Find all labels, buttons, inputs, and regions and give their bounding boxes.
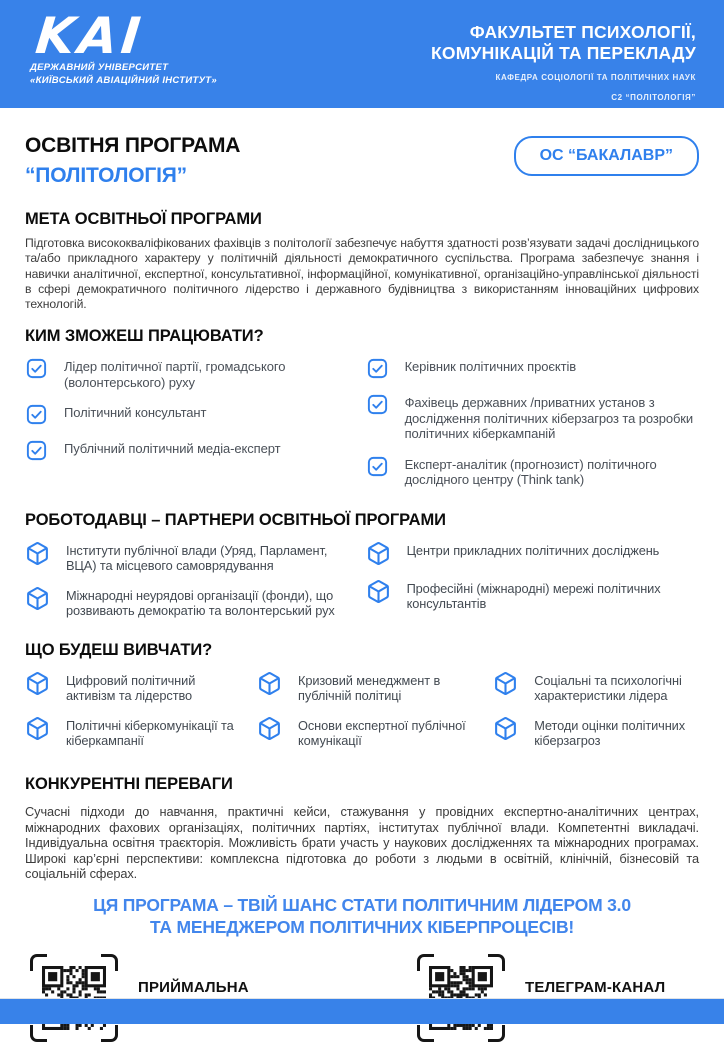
- study-item-label: Цифровий політичний активізм та лідерство: [66, 672, 196, 703]
- work-item: [366, 455, 699, 488]
- qr-label-line1: ПРИЙМАЛЬНА: [138, 978, 249, 996]
- work-col1: [25, 357, 340, 475]
- section-meta-heading: МЕТА ОСВІТНЬОЇ ПРОГРАМИ: [25, 210, 262, 228]
- study-item: [25, 671, 235, 703]
- header: [0, 0, 724, 108]
- study-item-label: Політичні кіберкомунікації та кіберкампанії: [66, 717, 234, 748]
- work-col2: [366, 357, 699, 501]
- work-item-label: Експерт-аналітик (прогнозист) політичного дослідного центру (Think tank): [404, 456, 657, 488]
- employer-item: [366, 541, 699, 566]
- title-row: [25, 134, 699, 188]
- section-employers-heading: РОБОТОДАВЦІ – ПАРТНЕРИ ОСВІТНЬОЇ ПРОГРАМИ: [25, 510, 446, 529]
- qr-corner-bracket: [30, 954, 47, 971]
- work-item-label: Лідер політичної партії, громадського (волонтерського) руху: [64, 359, 286, 390]
- qr-corner-bracket: [30, 1025, 47, 1042]
- work-item: [25, 439, 340, 462]
- checkbox-icon: [25, 357, 48, 380]
- content: [0, 134, 724, 1042]
- employer-item: [366, 579, 699, 611]
- cube-icon: [366, 579, 391, 604]
- study-item: [257, 671, 471, 703]
- employer-item: [25, 586, 340, 618]
- employers-col1: [25, 541, 340, 631]
- cta-banner: [25, 894, 699, 938]
- cube-icon: [366, 541, 391, 566]
- study-item-label: Основи експертної публічної комунікації: [298, 717, 466, 748]
- kai-logo: [30, 7, 217, 87]
- study-item: [257, 716, 471, 748]
- checkbox-icon: [366, 393, 389, 416]
- cube-icon: [257, 716, 282, 741]
- work-item: [366, 393, 699, 442]
- degree-badge: ОС “БАКАЛАВР”: [514, 136, 699, 176]
- employers-list: [25, 541, 699, 631]
- program-name: “ПОЛІТОЛОГІЯ”: [25, 164, 187, 187]
- study-col3: [493, 671, 699, 761]
- section-work-heading: КИМ ЗМОЖЕШ ПРАЦЮВАТИ?: [25, 327, 264, 346]
- work-list: [25, 357, 699, 501]
- study-item-label: Методи оцінки політичних кіберзагроз: [534, 717, 686, 748]
- checkbox-icon: [25, 403, 48, 426]
- cube-icon: [25, 716, 50, 741]
- employers-col2: [366, 541, 699, 624]
- qr-corner-bracket: [488, 954, 505, 971]
- qr-corner-bracket: [417, 1025, 434, 1042]
- employer-item: [25, 541, 340, 573]
- university-name-line1: ДЕРЖАВНИЙ УНІВЕРСИТЕТ: [30, 62, 169, 73]
- work-item: [25, 357, 340, 390]
- study-item: [493, 671, 699, 703]
- header-right: [431, 10, 696, 103]
- cube-icon: [493, 716, 518, 741]
- employer-item-label: Професійні (міжнародні) мережі політичних консультантів: [406, 580, 661, 611]
- study-item: [493, 716, 699, 748]
- study-item-label: Кризовий менеджмент в публічній політиці: [298, 672, 441, 703]
- kai-logo-text: KAI: [32, 7, 148, 65]
- footer-bar: [0, 998, 724, 1024]
- work-item-label: Публічний політичний медіа-експерт: [64, 441, 281, 457]
- cube-icon: [25, 671, 50, 696]
- study-item: [25, 716, 235, 748]
- employer-item-label: Інститути публічної влади (Уряд, Парламент, ВЦА) та місцевого самоврядування: [66, 542, 328, 573]
- qr-corner-bracket: [101, 954, 118, 971]
- page-title-line1: ОСВІТНЯ ПРОГРАМА: [25, 134, 241, 157]
- cube-icon: [257, 671, 282, 696]
- work-item-label: Керівник політичних проєктів: [404, 359, 577, 375]
- university-name-line2: «КИЇВСЬКИЙ АВІАЦІЙНИЙ ІНСТИТУТ»: [30, 74, 217, 86]
- cta-line2: ТА МЕНЕДЖЕРОМ ПОЛІТИЧНИХ КІБЕРПРОЦЕСІВ!: [149, 916, 575, 937]
- advantages-paragraph: Сучасні підходи до навчання, практичні кейси, стажування у провідних експертно-аналітичних центрах, міжнародних фахових організаціях, політичних партіях, інститутах публічної влади. Компетентні викладачі. Індивідуальна освітня траєкторія. Можливість брати участь у наукових дослідженнях та міжнародних програмах. Широкі кар’єрні перспективи: комплексна підготовка до роботи з людьми в освітній, клінічній, бізнесовій та соціальній сферах.: [25, 803, 699, 882]
- department-name-line1: КАФЕДРА СОЦІОЛОГІЇ ТА ПОЛІТИЧНИХ НАУК: [495, 73, 696, 82]
- cube-icon: [25, 541, 50, 566]
- work-item-label: Політичний консультант: [64, 405, 207, 421]
- work-item-label: Фахівець державних /приватних установ з дослідження політичних кіберзагроз та розробки політичних кіберкампаній: [404, 395, 694, 442]
- employer-item-label: Центри прикладних політичних досліджень: [406, 542, 660, 558]
- meta-paragraph: Підготовка висококваліфікованих фахівців з політології забезпечує набуття здатності розв’язувати задачі дослідницького та/або прикладного характеру у політичній діяльності демократичного суспільства. Програма забезпечує знання і навички аналітичної, експертної, консультативної, інформаційної, комунікативної, організаційно-управлінської діяльності в сфері демократичного політичного лідерство і державного будівництва з використанням інноваційних цифрових технологій.: [25, 236, 699, 312]
- study-col2: [257, 671, 471, 761]
- checkbox-icon: [366, 455, 389, 478]
- page-title: [25, 134, 240, 188]
- section-advantages-heading: КОНКУРЕНТНІ ПЕРЕВАГИ: [25, 774, 233, 793]
- faculty-name-line1: ФАКУЛЬТЕТ ПСИХОЛОГІЇ,: [469, 22, 696, 42]
- qr-label-line1: ТЕЛЕГРАМ-КАНАЛ: [525, 978, 666, 996]
- employer-item-label: Міжнародні неурядові організації (фонди), що розвивають демократію та волонтерський рух: [66, 587, 335, 618]
- cube-icon: [25, 586, 50, 611]
- faculty-name-line2: КОМУНІКАЦІЙ ТА ПЕРЕКЛАДУ: [431, 43, 696, 63]
- qr-corner-bracket: [488, 1025, 505, 1042]
- cube-icon: [493, 671, 518, 696]
- checkbox-icon: [366, 357, 389, 380]
- department-name-line2: С2 “ПОЛІТОЛОГІЯ”: [611, 92, 696, 102]
- checkbox-icon: [25, 439, 48, 462]
- qr-corner-bracket: [101, 1025, 118, 1042]
- study-item-label: Соціальні та психологічні характеристики лідера: [534, 672, 682, 703]
- qr-corner-bracket: [417, 954, 434, 971]
- study-col1: [25, 671, 235, 761]
- work-item: [25, 403, 340, 426]
- section-study-heading: ЩО БУДЕШ ВИВЧАТИ?: [25, 640, 213, 659]
- study-list: [25, 671, 699, 761]
- work-item: [366, 357, 699, 380]
- cta-line1: ЦЯ ПРОГРАМА – ТВІЙ ШАНС СТАТИ ПОЛІТИЧНИМ ЛІДЕРОМ 3.0: [93, 894, 631, 915]
